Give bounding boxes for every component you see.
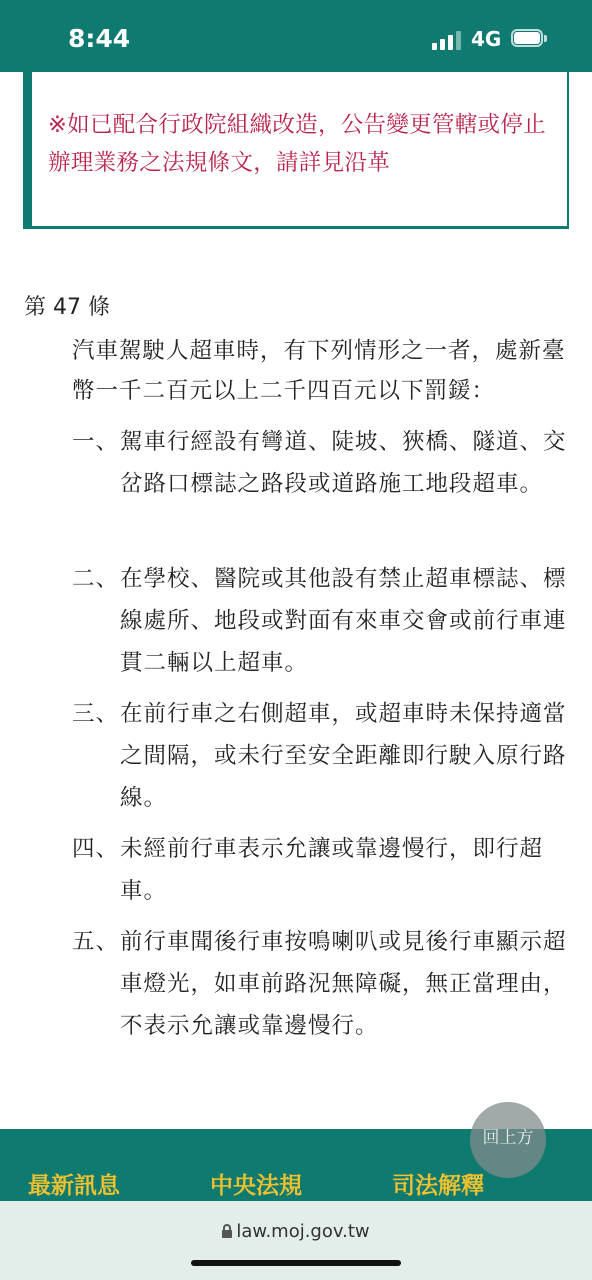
footer-link-latest-news[interactable]: 最新訊息: [28, 1173, 120, 1199]
home-indicator[interactable]: [191, 1260, 401, 1266]
signal-bar-3: [448, 35, 453, 50]
battery-icon: [511, 29, 547, 49]
battery-cap: [544, 35, 547, 42]
url-field[interactable]: [0, 1221, 592, 1242]
battery-fill: [514, 32, 540, 44]
article-item: [72, 558, 568, 684]
item-text: 在學校、醫院或其他設有禁止超車標誌、標線處所、地段或對面有來車交會或前行車連貫二輛以上超車。: [120, 566, 567, 676]
article-item: [72, 921, 568, 1047]
item-text: 駕車行經設有彎道、陡坡、狹橋、隧道、交岔路口標誌之路段或道路施工地段超車。: [120, 429, 567, 497]
article-item: [72, 421, 568, 505]
item-text: 未經前行車表示允讓或靠邊慢行，即行超車。: [120, 836, 544, 904]
article-title: 第 47 條: [24, 295, 110, 320]
footer-link-central-regulations[interactable]: 中央法規: [210, 1173, 302, 1199]
item-marker: 一、: [72, 429, 120, 455]
status-time: 8:44: [68, 24, 131, 53]
signal-bar-4: [456, 31, 461, 50]
article-item: [72, 693, 568, 819]
signal-bar-1: [432, 43, 437, 50]
url-text: law.moj.gov.tw: [236, 1221, 370, 1242]
back-to-top-button[interactable]: [470, 1102, 546, 1178]
item-marker: 二、: [72, 566, 120, 592]
browser-address-bar: [0, 1201, 592, 1280]
network-label: 4G: [471, 27, 502, 51]
signal-bar-2: [440, 39, 445, 50]
article-item: [72, 828, 568, 912]
back-to-top-label: 回上方: [482, 1128, 534, 1148]
lock-icon: [222, 1224, 232, 1238]
notice-box: [23, 72, 569, 229]
footer-link-judicial-interpretations[interactable]: 司法解釋: [392, 1173, 484, 1199]
status-bar: [0, 0, 592, 72]
item-text: 在前行車之右側超車，或超車時未保持適當之間隔，或未行至安全距離即行駛入原行路線。: [120, 701, 567, 811]
item-text: 前行車聞後行車按鳴喇叭或見後行車顯示超車燈光，如車前路況無障礙，無正當理由，不表示允讓或靠邊慢行。: [120, 929, 567, 1039]
item-marker: 四、: [72, 836, 120, 862]
article-intro: 汽車駕駛人超車時，有下列情形之一者，處新臺幣一千二百元以上二千四百元以下罰鍰：: [72, 338, 566, 404]
item-marker: 三、: [72, 701, 120, 727]
cellular-signal-icon: [432, 30, 462, 50]
notice-text: ※如已配合行政院組織改造，公告變更管轄或停止辦理業務之法規條文，請詳見沿革: [48, 112, 546, 176]
item-marker: 五、: [72, 929, 120, 955]
